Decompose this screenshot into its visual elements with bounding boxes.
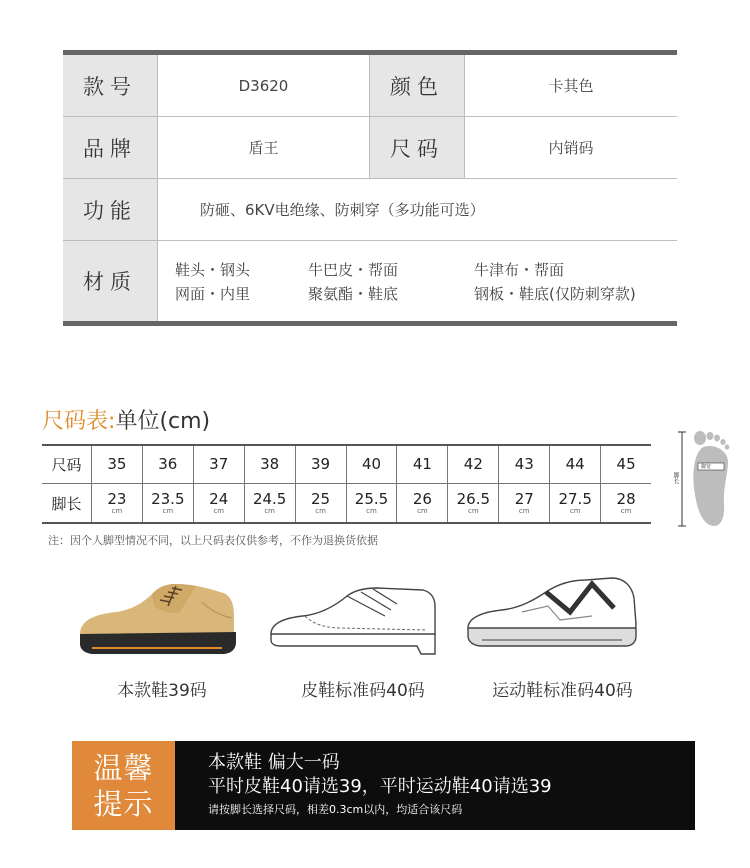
spec-function-label: 功能: [63, 179, 158, 240]
reminder-label: [72, 741, 175, 830]
size-chart-title: [42, 404, 210, 435]
size-cell: [193, 446, 244, 483]
spec-row-brand: [63, 117, 677, 179]
length-value: 28: [616, 489, 636, 508]
length-value: 23.5: [151, 489, 185, 508]
material-item: 网面・内里: [175, 284, 251, 303]
unit-label: cm: [315, 506, 326, 515]
length-value: 26: [412, 489, 432, 508]
size-cell: [600, 446, 651, 483]
unit-label: cm: [264, 506, 275, 515]
spec-row-function: [63, 179, 677, 241]
unit-label: cm: [417, 506, 428, 515]
reminder-bar: [72, 741, 695, 830]
reminder-line3: 请按脚长选择尺码，相差0.3cm以内，均适合该尺码: [208, 803, 463, 816]
foot-diagram: [670, 428, 740, 530]
size-cell: [91, 446, 142, 483]
length-value: 25.5: [354, 489, 389, 508]
spec-row-material: [63, 241, 677, 321]
size-value: 35: [107, 455, 127, 473]
unit-label: cm: [162, 506, 174, 515]
size-value: 39: [311, 455, 331, 473]
size-cell: [396, 446, 447, 483]
length-value: 23: [107, 489, 127, 508]
foot-outline-icon: [670, 428, 740, 530]
length-cell: [396, 484, 447, 522]
size-cell: [346, 446, 397, 483]
size-row: [42, 446, 651, 483]
spec-material-label: 材质: [63, 241, 158, 321]
unit-label: cm: [518, 506, 530, 515]
spec-brand-label: 品牌: [63, 117, 158, 178]
length-value: 25: [311, 489, 331, 508]
length-cell: [346, 484, 397, 522]
material-item: 牛巴皮・帮面: [308, 260, 399, 279]
size-cell: [498, 446, 549, 483]
spec-material-list: [158, 241, 677, 321]
size-cell: [549, 446, 600, 483]
size-value: 42: [463, 455, 483, 473]
size-row-label: 尺码: [51, 456, 82, 474]
sneaker-caption: 运动鞋标准码40码: [492, 681, 633, 701]
spec-color-value: 卡其色: [465, 55, 677, 116]
reminder-label-line2: 提示: [93, 786, 154, 821]
size-value: 37: [209, 455, 229, 473]
size-value: 41: [412, 455, 432, 473]
length-cell: [549, 484, 600, 522]
size-value: 44: [565, 455, 585, 473]
size-chart-title-main: 尺码表: [42, 409, 109, 434]
length-value: 26.5: [456, 489, 491, 508]
length-cell: [447, 484, 498, 522]
length-value: 24.5: [252, 489, 287, 508]
work-shoe-image: [72, 572, 252, 662]
unit-label: cm: [213, 506, 225, 515]
size-cell: [295, 446, 346, 483]
spec-size-label: 尺码: [370, 117, 465, 178]
size-chart-title-colon: :: [108, 409, 116, 434]
spec-size-value: 内销码: [465, 117, 677, 178]
unit-label: cm: [620, 506, 632, 515]
material-item: 钢板・鞋底(仅防刺穿款): [474, 284, 636, 303]
spec-color-label: 颜色: [370, 55, 465, 116]
size-table: [42, 444, 651, 524]
material-item: 聚氨酯・鞋底: [308, 284, 399, 303]
length-row: [42, 483, 651, 522]
foot-width-label: 脚宽: [701, 464, 712, 470]
size-chart-title-unit: 单位(cm): [115, 409, 211, 434]
size-cell: [142, 446, 193, 483]
spec-table: [63, 50, 677, 326]
spec-row-model: [63, 55, 677, 117]
unit-label: cm: [569, 506, 581, 515]
length-cell: [142, 484, 193, 522]
unit-label: cm: [111, 506, 123, 515]
reminder-line2: 平时皮鞋40请选39，平时运动鞋40请选39: [208, 776, 552, 797]
size-value: 36: [158, 455, 178, 473]
size-cell: [447, 446, 498, 483]
length-row-label: 脚长: [51, 494, 82, 513]
leather-shoe-image: [265, 572, 445, 662]
length-cell: [600, 484, 651, 522]
material-item: 鞋头・钢头: [175, 260, 251, 279]
size-value: 40: [361, 455, 382, 473]
length-value: 27: [514, 489, 534, 508]
length-value: 27.5: [558, 489, 592, 508]
size-value: 43: [514, 455, 534, 473]
length-cell: [91, 484, 142, 522]
material-item: 牛津布・帮面: [474, 260, 565, 279]
leather-shoe-caption: 皮鞋标准码40码: [301, 681, 425, 701]
unit-label: cm: [468, 506, 479, 515]
length-value: 24: [209, 489, 229, 508]
size-cell: [244, 446, 295, 483]
spec-brand-value: 盾王: [158, 117, 370, 178]
work-shoe-caption: 本款鞋39码: [117, 681, 207, 701]
unit-label: cm: [366, 506, 377, 515]
spec-model-value: D3620: [158, 55, 370, 116]
reminder-line1: 本款鞋 偏大一码: [208, 752, 340, 773]
length-cell: [244, 484, 295, 522]
sneaker-image: [462, 572, 642, 662]
size-value: 38: [260, 455, 280, 473]
length-cell: [295, 484, 346, 522]
size-note: 注：因个人脚型情况不同，以上尺码表仅供参考，不作为退换货依据: [48, 534, 378, 547]
spec-function-value: 防砸、6KV电绝缘、防刺穿（多功能可选）: [158, 179, 677, 240]
foot-length-label: 脚长: [672, 472, 679, 484]
spec-model-label: 款号: [63, 55, 158, 116]
reminder-text: [175, 741, 552, 830]
reminder-label-line1: 温馨: [93, 750, 154, 785]
length-cell: [498, 484, 549, 522]
length-cell: [193, 484, 244, 522]
size-value: 45: [616, 455, 636, 473]
